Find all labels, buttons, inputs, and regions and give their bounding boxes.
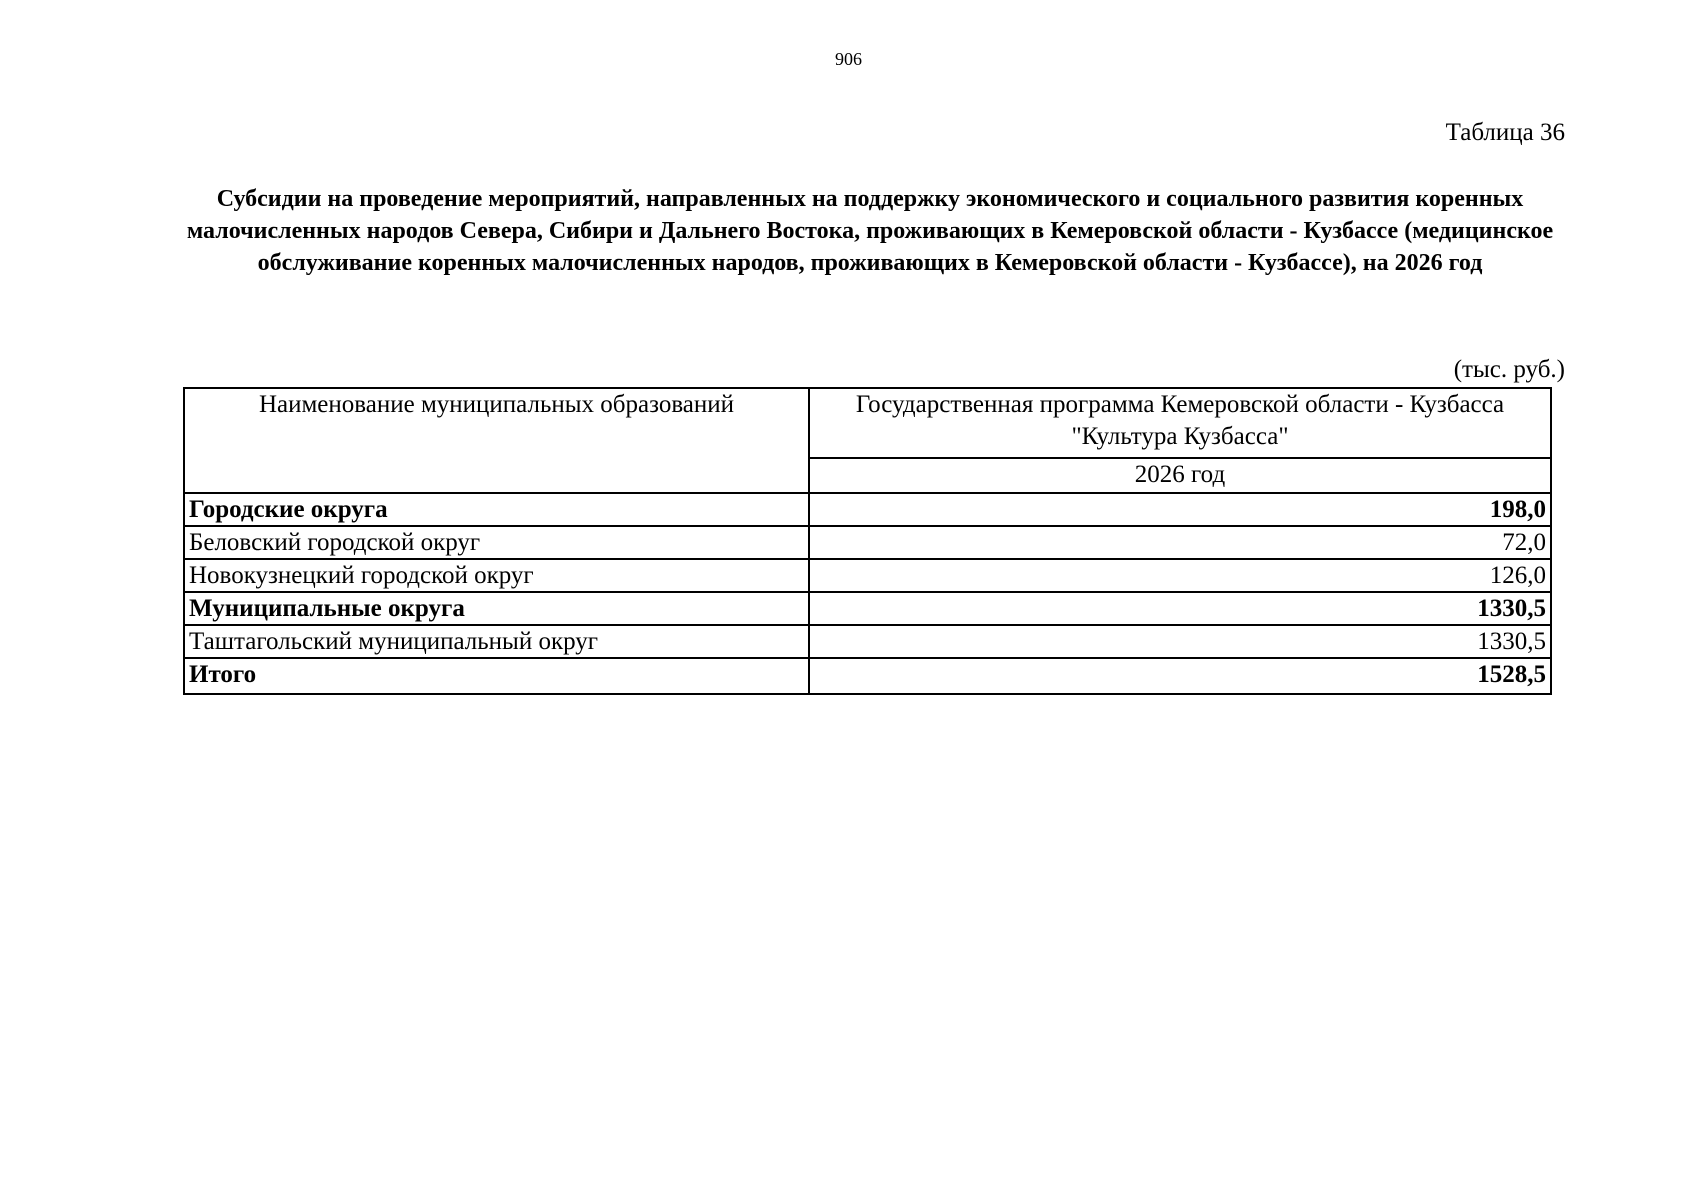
row-name: Беловский городской округ xyxy=(184,526,809,559)
subsidy-table xyxy=(183,387,1552,695)
row-name: Новокузнецкий городской округ xyxy=(184,559,809,592)
row-value: 1528,5 xyxy=(809,658,1551,694)
row-name: Городские округа xyxy=(184,493,809,526)
row-value: 72,0 xyxy=(809,526,1551,559)
header-state-program: Государственная программа Кемеровской области - Кузбасса "Культура Кузбасса" xyxy=(809,388,1551,458)
row-name: Муниципальные округа xyxy=(184,592,809,625)
table-row-urban-districts xyxy=(184,493,1551,526)
units-label: (тыс. руб.) xyxy=(1453,356,1565,383)
table-row xyxy=(184,625,1551,658)
row-value: 1330,5 xyxy=(809,592,1551,625)
table-row-municipal-districts xyxy=(184,592,1551,625)
header-year: 2026 год xyxy=(809,458,1551,493)
table-row-total xyxy=(184,658,1551,694)
table-label: Таблица 36 xyxy=(1445,119,1565,146)
table-row xyxy=(184,526,1551,559)
header-municipality-name: Наименование муниципальных образований xyxy=(184,388,809,493)
row-value: 198,0 xyxy=(809,493,1551,526)
row-value: 126,0 xyxy=(809,559,1551,592)
row-name: Итого xyxy=(184,658,809,694)
table-row xyxy=(184,559,1551,592)
row-name: Таштагольский муниципальный округ xyxy=(184,625,809,658)
row-value: 1330,5 xyxy=(809,625,1551,658)
document-title: Субсидии на проведение мероприятий, направленных на поддержку экономического и социального развития коренных малочисленных народов Севера, Сибири и Дальнего Востока, проживающих в Кемеровской области - Кузбассе (медицинское обслуживание коренных малочисленных народов, проживающих в Кемеровской области - Кузбассе), на 2026 год xyxy=(186,186,1554,276)
page-number: 906 xyxy=(835,49,862,69)
